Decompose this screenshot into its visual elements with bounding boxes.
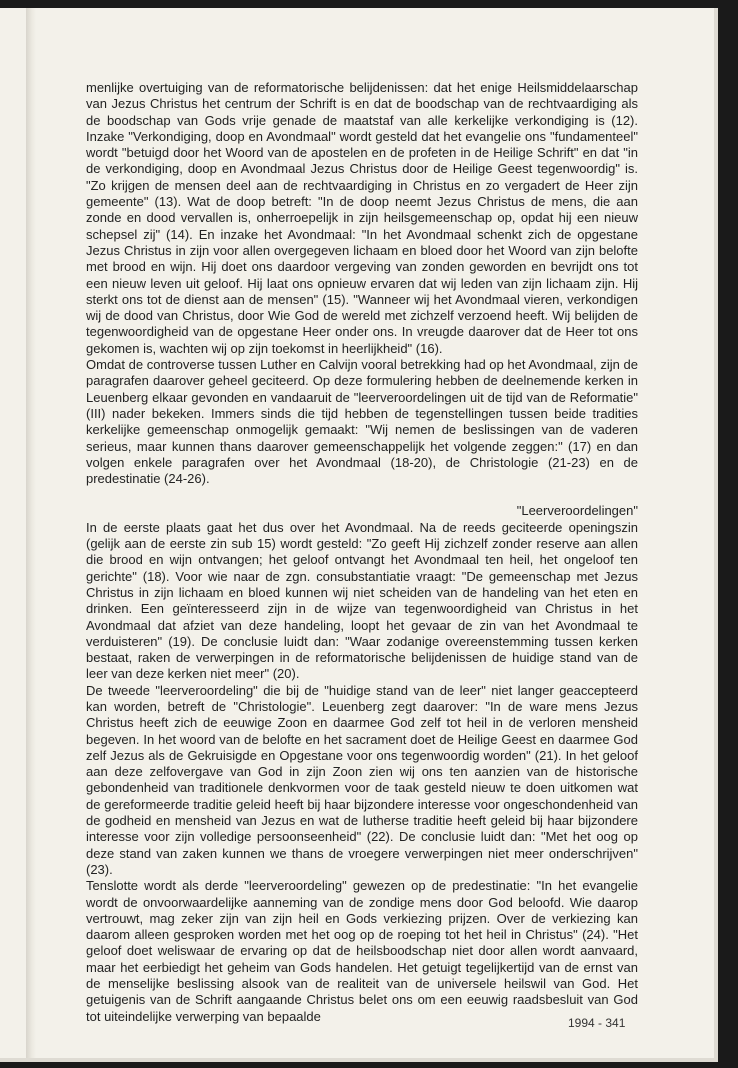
paragraph-section-3: Tenslotte wordt als derde "leerveroordeling" gewezen op de predestinatie: "In het evangelie wordt de onvoorwaardelijke aanneming van de zondige mens door God beloofd. Wie daarop vertrouwt, mag zeker zijn van zijn heil en Gods verkiezing prijzen. Over de verkiezing kan daarom alleen gesproken worden met het oog op de roeping tot het heil in Christus" (24). "Het geloof doet weliswaar de ervaring op dat de heilsboodschap niet door allen wordt aanvaard, maar het eerbiedigt het geheim van Gods handelen. Het getuigt tegelijkertijd van de ernst van de menselijke beslissing alsook van de realiteit van de universele heilswil van God. Het getuigenis van de Schrift aangaande Christus belet ons om een eeuwig raadsbesluit van God tot uiteindelijke verwerping van bepaalde (86, 878, 638, 1024)
page-edge-bottom (0, 1058, 718, 1062)
paragraph-section-1: In de eerste plaats gaat het dus over het Avondmaal. Na de reeds geciteerde openingszin (gelijk aan de eerste zin sub 15) wordt gesteld: "Zo geeft Hij zichzelf zonder reserve aan allen die brood en wijn ontvangen; het geloof ontvangt het Avondmaal ten heil, het ongeloof ten gerichte" (18). Voor wie naar de zgn. consubstantiatie vraagt: "De gemeenschap met Jezus Christus in zijn lichaam en bloed kunnen wij niet scheiden van de handeling van het eten en drinken. Een geïnteresseerd zijn in de wijze van tegenwoordigheid van Christus in het Avondmaal dat afziet van deze handeling, loopt het gevaar de zin van het Avondmaal te verduisteren" (19). De conclusie luidt dan: "Waar zodanige overeenstemming tussen kerken bestaat, raken de verwerpingen in de reformatorische belijdenissen de huidige stand van de leer van deze kerken niet meer" (20). (86, 519, 638, 682)
page-edge-right (714, 8, 718, 1062)
body-text (86, 80, 638, 1025)
page-number: 1994 - 341 (568, 1016, 626, 1030)
paragraph-intro-2: Omdat de controverse tussen Luther en Calvijn vooral betrekking had op het Avondmaal, zijn de paragrafen daarover geheel geciteerd. Op deze formulering hebben de deelnemende kerken in Leuenberg elkaar gevonden en vandaaruit de "leerveroordelingen uit de tijd van de Reformatie" (III) nader bekeken. Immers sinds die tijd hebben de tegenstellingen tussen beide tradities kerkelijke gemeenschap onmogelijk gemaakt: "Wij nemen de beslissingen van de vaderen serieus, maar kunnen thans daarover gemeenschappelijk het volgende zeggen:" (17) en dan volgen enkele paragrafen over het Avondmaal (18-20), de Christologie (21-23) en de predestinatie (24-26). (86, 357, 638, 487)
section-heading: "Leerveroordelingen" (516, 503, 638, 519)
paragraph-intro-1: menlijke overtuiging van de reformatorische belijdenissen: dat het enige Heilsmiddelaarschap van Jezus Christus het centrum der Schrift is en dat de boodschap van de rechtvaardiging als de boodschap van Gods vrije genade de maatstaf van alle kerkelijke verkondiging is (12). Inzake "Verkondiging, doop en Avondmaal" wordt gesteld dat het evangelie ons "fundamenteel" wordt "betuigd door het Woord van de apostelen en de profeten in de Heilige Schrift" en dat "in de verkondiging, doop en Avondmaal Jezus Christus door de Heilige Geest tegenwoordig" is. "Zo krijgen de mensen deel aan de rechtvaardiging in Christus en zo vergadert de Heer zijn gemeente" (13). Wat de doop betreft: "In de doop neemt Jezus Christus de mens, die aan zonde en dood vervallen is, onherroepelijk in zijn heilsgemeenschap op, opdat hij een nieuw schepsel zij" (14). En inzake het Avondmaal: "In het Avondmaal schenkt zich de opgestane Jezus Christus in zijn voor allen overgegeven lichaam en bloed door het Woord van zijn belofte met brood en wijn. Hij doet ons daardoor vergeving van zonden geworden en bevrijdt ons tot een nieuw leven uit geloof. Hij laat ons opnieuw ervaren dat wij leden van zijn lichaam zijn. Hij sterkt ons tot de dienst aan de mensen" (15). "Wanneer wij het Avondmaal vieren, verkondigen wij de dood van Christus, door Wie God de wereld met zichzelf verzoend heeft. Wij belijden de tegenwoordigheid van de opgestane Heer onder ons. In vreugde daarover dat de Heer tot ons gekomen is, wachten wij op zijn toekomst in heerlijkheid" (16). (86, 80, 638, 356)
section-body (86, 520, 638, 1025)
page-fold-shadow (26, 8, 36, 1062)
document-page (0, 8, 718, 1062)
paragraph-section-2: De tweede "leerveroordeling" die bij de "huidige stand van de leer" niet langer geaccepteerd kan worden, betreft de "Christologie". Leuenberg zegt daarover: "In de ware mens Jezus Christus heeft zich de eeuwige Zoon en daarmee God zelf tot heil in de verloren mensheid begeven. In het woord van de belofte en het sacrament doet de Heilige Geest en daarmee God zelf Jezus als de Gekruisigde en Opgestane voor ons tegenwoordig worden" (21). In het geloof aan deze zelfovergave van God in zijn Zoon zien wij ons ten aanzien van de historische gebondenheid van traditionele denkvormen voor de taak gesteld nieuw te doen uitkomen wat de gereformeerde traditie geleid heeft bij haar bijzondere interesse voor ongeschondenheid van de godheid en mensheid van Jezus en wat de lutherse traditie heeft geleid bij haar bijzondere interesse voor zijn volledige persoonseenheid" (22). De conclusie luidt dan: "Met het oog op deze stand van zaken kunnen we thans de vroegere verwerpingen niet meer onderschrijven" (23). (86, 682, 638, 877)
